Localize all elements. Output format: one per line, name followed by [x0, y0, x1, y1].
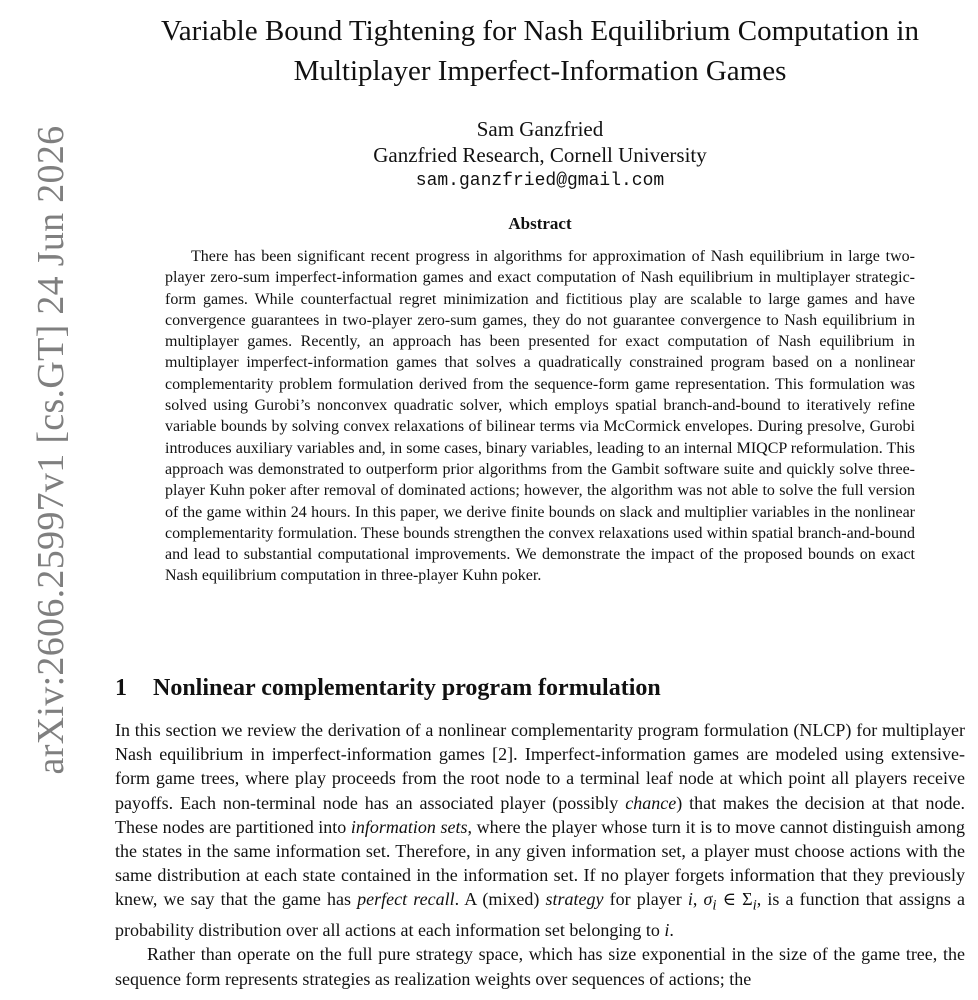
section-heading	[115, 673, 661, 703]
emphasis: perfect recall	[357, 889, 455, 910]
text-run: ) that makes the decision at that node. These nodes are partitioned into	[115, 792, 965, 837]
paragraph: Rather than operate on the full pure strategy space, which has size exponential in the size of the game tree, the sequence form represents strategies as realization weights over sequences of actions; the	[115, 944, 965, 989]
text-run: , is a function that assigns a probability distribution over all actions at each information set belonging to	[115, 889, 966, 941]
math-symbol: i	[687, 889, 693, 910]
author-block	[110, 116, 970, 194]
abstract-heading: Abstract	[508, 214, 572, 233]
text-run: .	[669, 920, 674, 941]
paper-title: Variable Bound Tightening for Nash Equilibrium Computation in Multiplayer Imperfect-Information Games	[161, 15, 919, 87]
author-email: sam.ganzfried@gmail.com	[415, 171, 665, 191]
math-symbol: Σ	[742, 889, 753, 910]
section-body	[115, 718, 965, 991]
text-run: In this section we review the derivation of a nonlinear complementarity program formulation (NLCP) for multiplayer Nash equilibrium in imperfect-information games [2]. Imperfect-information games are modeled using extensive-form game trees, where play proceeds from the root node to a terminal leaf node at which point all players receive payoffs. Each non-terminal node has an associated player (possibly	[115, 720, 965, 813]
math-subscript: i	[712, 898, 717, 915]
text-run: ,	[692, 889, 704, 910]
text-run: . A (mixed)	[454, 889, 546, 910]
math-symbol: i	[664, 920, 670, 941]
paragraph	[115, 718, 965, 942]
section-title: Nonlinear complementarity program formulation	[153, 675, 661, 701]
text-run: for player	[603, 889, 688, 910]
author-name: Sam Ganzfried	[476, 117, 604, 141]
abstract-text: There has been significant recent progress in algorithms for approximation of Nash equilibrium in large two-player zero-sum imperfect-information games and exact computation of Nash equilibrium in multiplayer strategic-form games. While counterfactual regret minimization and fictitious play are scalable to large games and have convergence guarantees in two-player zero-sum games, they do not guarantee convergence to Nash equilibrium in multiplayer games. Recently, an approach has been presented for exact computation of Nash equilibrium in multiplayer imperfect-information games that solves a quadratically constrained program based on a nonlinear complementarity problem formulation derived from the sequence-form game representation. This formulation was solved using Gurobi’s nonconvex quadratic solver, which employs spatial branch-and-bound to iteratively refine variable bounds by solving convex relaxations of bilinear terms via McCormick envelopes. During presolve, Gurobi introduces auxiliary variables and, in some cases, binary variables, leading to an internal MIQCP reformulation. This approach was demonstrated to outperform prior algorithms from the Gambit software suite and quickly solve three-player Kuhn poker after removal of dominated actions; however, the algorithm was not able to solve the full version of the game within 24 hours. In this paper, we derive finite bounds on slack and multiplier variables in the nonlinear complementarity formulation. These bounds strengthen the convex relaxations used within spatial branch-and-bound and lead to substantial computational improvements. We demonstrate the impact of the proposed bounds on exact Nash equilibrium computation in three-player Kuhn poker.	[165, 248, 915, 585]
math-symbol: σ	[703, 889, 713, 910]
emphasis: information sets	[350, 816, 468, 837]
math-subscript: i	[752, 898, 757, 915]
arxiv-identifier-stamp: arXiv:2606.25997v1 [cs.GT] 24 Jun 2026	[30, 125, 72, 775]
section-number: 1	[115, 675, 127, 701]
emphasis: strategy	[545, 889, 604, 910]
text-run: , where the player whose turn it is to move cannot distinguish among the states in the same information set. Therefore, in any given information set, a player must choose actions with the same distribution at each state contained in the information set. If no player forgets information that they previously knew, we say that the game has	[115, 816, 966, 910]
text-run: ∈	[716, 889, 743, 910]
emphasis: chance	[625, 792, 677, 813]
author-affiliation: Ganzfried Research, Cornell University	[373, 143, 707, 167]
